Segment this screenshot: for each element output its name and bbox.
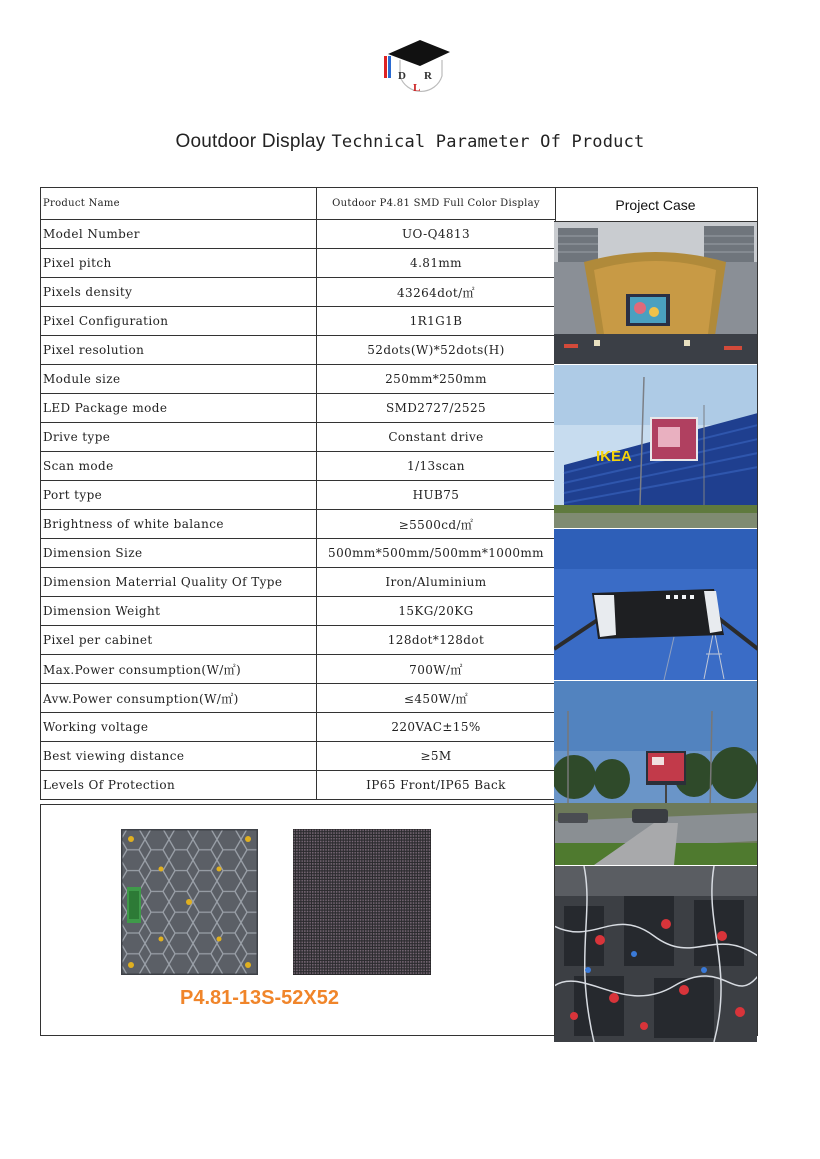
ikea-sign-text: IKEA	[596, 448, 632, 465]
header-value: Outdoor P4.81 SMD Full Color Display	[317, 188, 556, 220]
row-label: Dimension Size	[41, 539, 317, 568]
table-row	[41, 394, 556, 423]
page-title	[0, 131, 820, 153]
logo-letter-r: R	[424, 70, 432, 82]
table-row	[41, 220, 556, 249]
table-row	[41, 510, 556, 539]
table-row	[41, 597, 556, 626]
row-value: IP65 Front/IP65 Back	[317, 771, 556, 800]
table-row	[41, 713, 556, 742]
module-back-image	[121, 829, 258, 975]
row-label: Best viewing distance	[41, 742, 317, 771]
table-header-row	[41, 188, 556, 220]
row-label: Scan mode	[41, 452, 317, 481]
project-photo-building	[554, 222, 757, 365]
project-case-heading: Project Case	[554, 188, 757, 222]
project-photo-billboard	[554, 529, 757, 681]
row-label: Pixels density	[41, 278, 317, 307]
table-row	[41, 655, 556, 684]
row-label: Module size	[41, 365, 317, 394]
row-label: Pixel per cabinet	[41, 626, 317, 655]
table-row	[41, 278, 556, 307]
row-value: Constant drive	[317, 423, 556, 452]
roadside-billboard-photo-icon	[554, 681, 757, 865]
table-row	[41, 365, 556, 394]
row-value: 128dot*128dot	[317, 626, 556, 655]
row-label: Working voltage	[41, 713, 317, 742]
row-label: LED Package mode	[41, 394, 317, 423]
module-front-image	[293, 829, 431, 975]
company-logo	[380, 38, 452, 100]
row-label: Pixel Configuration	[41, 307, 317, 336]
module-front-led-grid-icon	[293, 829, 431, 975]
title-part-2: Technical Parameter Of Product	[331, 132, 645, 152]
table-row	[41, 336, 556, 365]
table-row	[41, 423, 556, 452]
row-label: Port type	[41, 481, 317, 510]
module-back-hexagon-icon	[121, 829, 258, 975]
row-value: 1/13scan	[317, 452, 556, 481]
row-value: 52dots(W)*52dots(H)	[317, 336, 556, 365]
row-value: 1R1G1B	[317, 307, 556, 336]
row-label: Dimension Weight	[41, 597, 317, 626]
row-label: Max.Power consumption(W/㎡)	[41, 655, 317, 684]
project-photo-cabling	[554, 866, 757, 1042]
row-value: HUB75	[317, 481, 556, 510]
row-value: UO-Q4813	[317, 220, 556, 249]
header-label: Product Name	[41, 188, 317, 220]
module-model-label: P4.81-13S-52X52	[179, 987, 339, 1009]
table-row	[41, 249, 556, 278]
row-label: Dimension Materrial Quality Of Type	[41, 568, 317, 597]
table-row	[41, 539, 556, 568]
row-label: Pixel resolution	[41, 336, 317, 365]
row-value: ≤450W/㎡	[317, 684, 556, 713]
logo-letter-l: L	[413, 82, 421, 94]
project-photo-ikea	[554, 365, 757, 529]
ikea-store-photo-icon	[554, 365, 757, 528]
logo-letter-d: D	[398, 70, 406, 82]
row-label: Brightness of white balance	[41, 510, 317, 539]
billboard-sky-photo-icon	[554, 529, 757, 680]
row-value: 4.81mm	[317, 249, 556, 278]
cabinet-cabling-photo-icon	[554, 866, 757, 1042]
row-value: 500mm*500mm/500mm*1000mm	[317, 539, 556, 568]
project-photo-roadside	[554, 681, 757, 866]
row-value: 15KG/20KG	[317, 597, 556, 626]
row-value: ≥5M	[317, 742, 556, 771]
row-value: Iron/Aluminium	[317, 568, 556, 597]
row-value: SMD2727/2525	[317, 394, 556, 423]
row-label: Model Number	[41, 220, 317, 249]
row-value: ≥5500cd/㎡	[317, 510, 556, 539]
table-row	[41, 684, 556, 713]
project-case-column	[554, 187, 758, 1036]
title-part-1: Ooutdoor Display	[175, 131, 326, 152]
row-label: Pixel pitch	[41, 249, 317, 278]
table-row	[41, 481, 556, 510]
row-label: Avw.Power consumption(W/㎡)	[41, 684, 317, 713]
row-value: 220VAC±15%	[317, 713, 556, 742]
table-row	[41, 771, 556, 800]
table-row	[41, 568, 556, 597]
row-label: Levels Of Protection	[41, 771, 317, 800]
table-row	[41, 626, 556, 655]
module-images-cell	[40, 804, 555, 1036]
table-row	[41, 452, 556, 481]
row-value: 700W/㎡	[317, 655, 556, 684]
row-value: 250mm*250mm	[317, 365, 556, 394]
table-row	[41, 742, 556, 771]
spec-table	[40, 187, 556, 800]
building-screen-photo-icon	[554, 222, 757, 364]
table-row	[41, 307, 556, 336]
row-label: Drive type	[41, 423, 317, 452]
row-value: 43264dot/㎡	[317, 278, 556, 307]
